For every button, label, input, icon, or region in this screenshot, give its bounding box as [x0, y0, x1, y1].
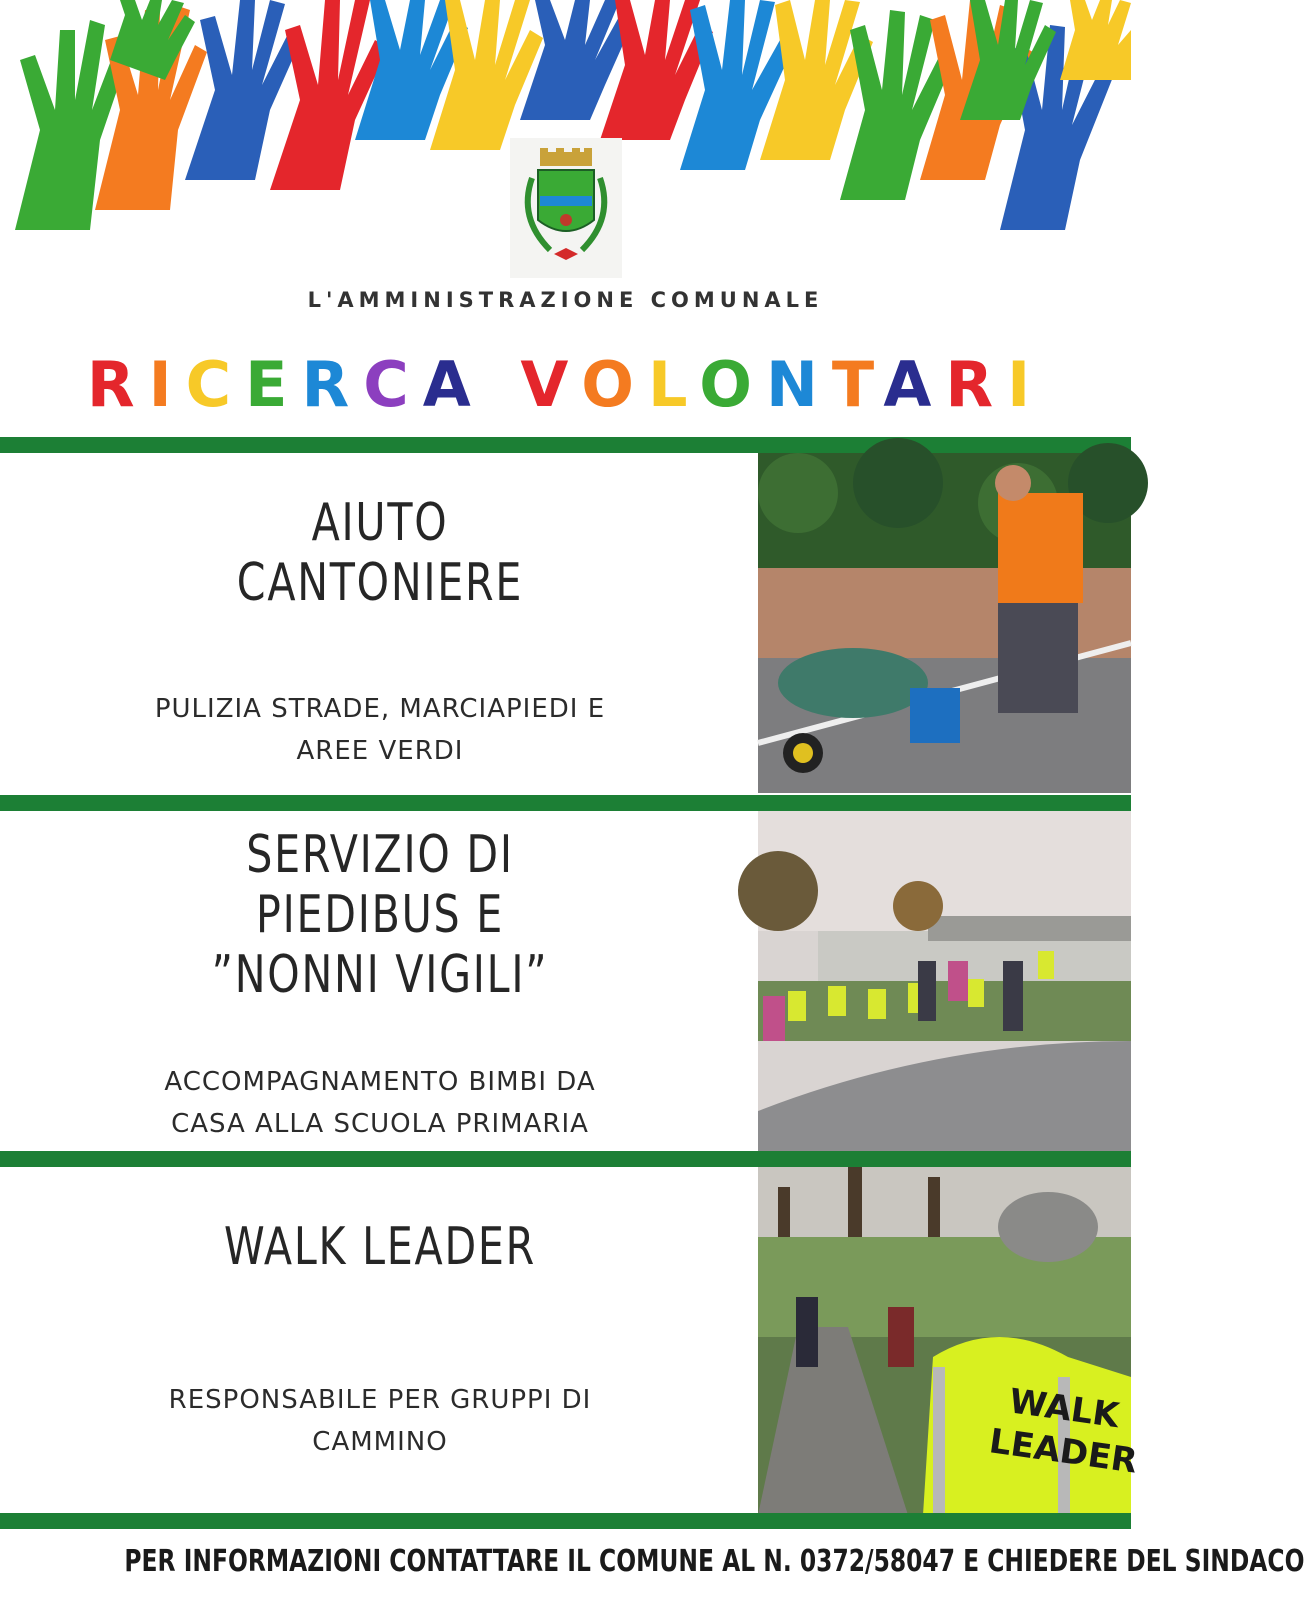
divider-bar: [0, 1151, 1131, 1167]
section-heading: SERVIZIO DI PIEDIBUS E ”NONNI VIGILI”: [211, 825, 549, 1005]
title-letter: I: [1007, 348, 1045, 421]
title-letter: V: [520, 348, 582, 421]
vest-text-leader: LEADER: [986, 1421, 1140, 1482]
piedibus-children-photo: [758, 811, 1131, 1159]
walk-leader-photo: [758, 1167, 1140, 1515]
title-letter: R: [301, 348, 364, 421]
administration-label: L'AMMINISTRAZIONE COMUNALE: [307, 288, 824, 312]
title-letter: O: [699, 348, 766, 421]
title-letter: C: [185, 348, 246, 421]
section-piedibus: [0, 811, 1131, 1159]
title-letter: R: [86, 348, 149, 421]
title-letter: A: [422, 348, 485, 421]
section-heading: WALK LEADER: [223, 1217, 537, 1277]
section-walk-leader: [0, 1167, 1140, 1515]
title-letter: A: [883, 348, 946, 421]
title-letter: C: [363, 348, 423, 421]
section-aiuto-cantoniere: [0, 453, 1131, 793]
title-letter: T: [831, 348, 884, 421]
title-letter: L: [647, 348, 700, 421]
section-heading: AIUTO CANTONIERE: [236, 493, 524, 613]
contact-footer: PER INFORMAZIONI CONTATTARE IL COMUNE AL N. 0372/58047 E CHIEDERE DEL SINDACO: [124, 1544, 1304, 1579]
section-description: RESPONSABILE PER GRUPPI DI CAMMINO: [168, 1385, 592, 1457]
title-letter: I: [148, 348, 186, 421]
title-letter: E: [245, 348, 302, 421]
section-description: ACCOMPAGNAMENTO BIMBI DA CASA ALLA SCUOLA PRIMARIA: [164, 1067, 596, 1139]
page-title: [0, 350, 1131, 420]
title-letter: [485, 348, 521, 421]
municipal-crest-logo: [510, 138, 622, 278]
street-cleaner-photo: [758, 453, 1131, 793]
divider-bar: [0, 437, 1131, 453]
divider-bar: [0, 1513, 1131, 1529]
vest-text-walk: WALK: [1006, 1381, 1122, 1437]
title-letter: R: [945, 348, 1008, 421]
title-letter: N: [766, 348, 832, 421]
divider-bar: [0, 795, 1131, 811]
section-description: PULIZIA STRADE, MARCIAPIEDI E AREE VERDI: [154, 694, 606, 766]
title-letter: O: [581, 348, 648, 421]
